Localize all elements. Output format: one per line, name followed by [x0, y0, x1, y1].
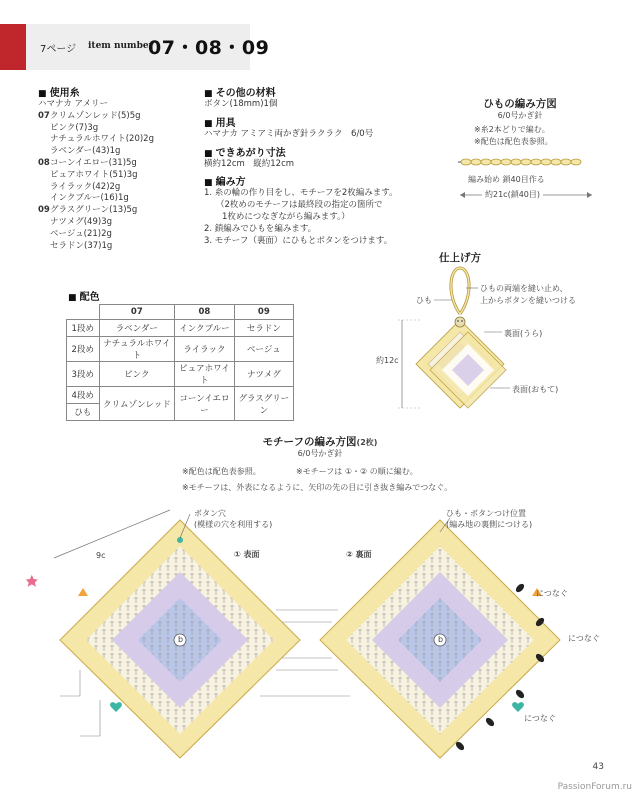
size-text: 横約12cm 縦約12cm	[204, 158, 295, 169]
materials-text: ボタン(18mm)1個	[204, 99, 278, 109]
table-header: 09	[234, 305, 293, 320]
button-hole-label: (模様の穴を利用する)	[194, 520, 273, 529]
yarn-line: ナチュラルホワイト(20)2g	[50, 134, 154, 145]
tools-text: ハマナカ アミアミ両かぎ針ラクラク 6/0号	[204, 128, 374, 139]
table-row-label: 4段め	[67, 387, 100, 404]
table-row	[67, 337, 294, 362]
yarn-line: ラベンダー(43)1g	[50, 146, 121, 157]
yarn-line: コーンイエロー(31)5g	[50, 157, 137, 168]
motif-front-label: ① 表面	[234, 550, 260, 559]
table-cell: クリムゾンレッド	[99, 387, 175, 421]
table-cell: ナチュラルホワイト	[99, 337, 175, 362]
table-header-row	[67, 305, 294, 320]
cord-position-label: ひも・ボタンつけ位置	[446, 509, 526, 518]
table-cell: ピンク	[99, 362, 175, 387]
materials-title: ■ その他の材料	[204, 84, 398, 99]
center-mark: b	[438, 635, 444, 644]
yarn-title: ■ 使用糸	[38, 84, 154, 99]
table-cell: ライラック	[175, 337, 234, 362]
yarn-line: ピュアホワイト(51)3g	[50, 169, 138, 180]
method-line: 2. 鎖編みでひもを編みます。	[204, 223, 317, 234]
finish-sew-note: 上からボタンを縫いつける	[480, 296, 576, 305]
finish-sew-note: ひもの両端を縫い止め、	[480, 284, 568, 293]
yarn-group-num: 08	[38, 157, 50, 168]
yarn-group-num: 07	[38, 110, 50, 121]
table-row	[67, 387, 294, 404]
size-title: ■ できあがり寸法	[204, 144, 398, 159]
motif-note: ※モチーフは ①・② の順に編む。	[296, 467, 418, 476]
yarn-line: ライラック(42)2g	[50, 181, 121, 192]
table-cell: セラドン	[234, 320, 293, 337]
method-line: （2枚めのモチーフは最終段の指定の箇所で	[216, 200, 383, 211]
table-row-label: ひも	[67, 404, 100, 421]
finish-cord-label: ひも	[416, 296, 432, 305]
page-number: 43	[592, 762, 604, 772]
yarn-section	[38, 84, 154, 252]
yarn-line: インクブルー(16)1g	[50, 193, 129, 204]
tools-title: ■ 用具	[204, 114, 398, 129]
yarn-line: ベージュ(21)2g	[50, 228, 112, 239]
materials-section	[204, 84, 398, 247]
connect-label: につなぐ	[524, 714, 556, 723]
finish-front-label: 表面(おもて)	[512, 385, 559, 394]
motif-size-label: 9c	[96, 551, 106, 560]
method-line: 3. モチーフ（裏面）にひもとボタンをつけます。	[204, 235, 393, 246]
motif-back-label: ② 裏面	[346, 550, 372, 559]
motif-hook: 6/0号かぎ針	[297, 449, 343, 458]
table-header: 08	[175, 305, 234, 320]
method-line: 1. 糸の輪の作り目をし、モチーフを2枚編みます。	[204, 188, 398, 199]
yarn-line: ナツメグ(49)3g	[50, 216, 112, 227]
item-label: item number	[88, 41, 154, 51]
header-accent-tab	[0, 24, 26, 70]
cord-hook: 6/0号かぎ針	[497, 111, 543, 120]
table-row-label: 1段め	[67, 320, 100, 337]
color-table-title: ■ 配色	[68, 288, 100, 303]
table-row-label: 3段め	[67, 362, 100, 387]
table-row	[67, 362, 294, 387]
table-header: 07	[99, 305, 175, 320]
yarn-line: ピンク(7)3g	[50, 122, 99, 133]
yarn-line: グラスグリーン(13)5g	[50, 205, 138, 216]
item-number: 07・08・09	[148, 37, 270, 59]
cord-title: ひもの編み方図	[483, 98, 557, 110]
yarn-line: セラドン(37)1g	[50, 240, 113, 251]
watermark: PassionForum.ru	[557, 782, 632, 792]
table-cell: インクブルー	[175, 320, 234, 337]
cord-note: ※配色は配色表参照。	[474, 137, 553, 146]
page-label: 7ページ	[40, 44, 77, 55]
cord-chain-diagram	[456, 152, 596, 172]
motif-title: モチーフの編み方図(2枚)	[262, 436, 378, 448]
cord-position-label: (編み地の裏側につける)	[446, 520, 533, 529]
yarn-group-num: 09	[38, 205, 50, 216]
color-table	[66, 304, 294, 421]
cord-length-label: 約21c(鎖40目)	[482, 189, 543, 200]
method-line: 1枚めにつなぎながら編みます。）	[222, 211, 350, 222]
table-cell: グラスグリーン	[234, 387, 293, 421]
table-row	[67, 320, 294, 337]
connect-label: につなぐ	[568, 634, 600, 643]
yarn-brand: ハマナカ アメリー	[38, 99, 109, 109]
button-hole-label: ボタン穴	[194, 509, 226, 518]
cord-note: ※糸2本どりで編む。	[474, 125, 550, 134]
method-title: ■ 編み方	[204, 173, 398, 188]
table-cell: コーンイエロー	[175, 387, 234, 421]
table-cell: ベージュ	[234, 337, 293, 362]
center-mark: b	[178, 635, 184, 644]
finish-title: 仕上げ方	[439, 252, 481, 264]
connect-label: につなぐ	[536, 589, 568, 598]
finish-back-label: 裏面(うら)	[504, 329, 543, 338]
yarn-line: クリムゾンレッド(5)5g	[50, 110, 141, 121]
table-row-label: 2段め	[67, 337, 100, 362]
table-cell: ラベンダー	[99, 320, 175, 337]
table-cell: ピュアホワイト	[175, 362, 234, 387]
motif-note: ※モチーフは、外表になるように、矢印の先の目に引き抜き編みでつなぐ。	[182, 483, 453, 492]
motif-note: ※配色は配色表参照。	[182, 467, 261, 476]
table-cell: ナツメグ	[234, 362, 293, 387]
finish-size-label: 約12c	[376, 356, 399, 365]
cord-start-label: 編み始め 鎖40目作る	[468, 175, 545, 184]
